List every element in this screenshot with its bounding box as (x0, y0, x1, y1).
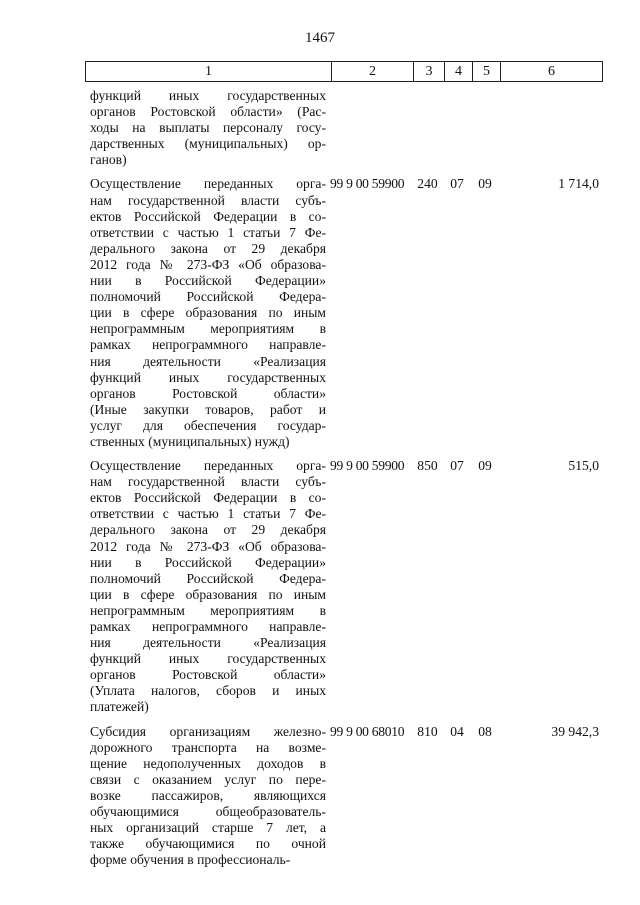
table-row (85, 724, 603, 869)
description-line: услуг для обеспечения государ- (90, 417, 326, 433)
row-amount (499, 88, 603, 168)
row-amount: 515,0 (568, 458, 599, 474)
row-expense-type: 240 (417, 176, 438, 192)
description-line: органов Ростовской области» (90, 667, 326, 683)
description-line: ответствии с частью 1 статьи 7 Фе- (90, 506, 326, 522)
description-line: 2012 года № 273-ФЗ «Об образова- (90, 256, 326, 272)
description-line: дарственных (муниципальных) ор- (90, 136, 326, 152)
row-section: 07 (450, 176, 464, 192)
description-line: Субсидия организациям железно- (90, 723, 326, 739)
description-line: непрограммным мероприятиям в (90, 602, 326, 618)
row-subsection (471, 88, 499, 168)
row-expense-type: 810 (417, 723, 438, 739)
table-row (85, 176, 603, 450)
description-line: форме обучения в профессиональ- (90, 852, 291, 868)
description-line: непрограммным мероприятиям в (90, 321, 326, 337)
row-amount: 1 714,0 (558, 176, 599, 192)
description-line: Осуществление переданных орга- (90, 458, 326, 474)
row-section: 04 (450, 723, 464, 739)
row-subsection: 09 (478, 176, 492, 192)
row-description (85, 458, 330, 716)
header-col-4: 4 (444, 62, 472, 81)
row-expense-type (412, 88, 443, 168)
row-description (85, 88, 330, 168)
description-line: ганов) (90, 152, 127, 168)
header-col-6: 6 (500, 62, 602, 81)
description-line: также обучающимися по очной (90, 836, 326, 852)
description-line: функций иных государственных (90, 369, 326, 385)
description-line: (Иные закупки товаров, работ и (90, 401, 326, 417)
description-line: обучающимися общеобразователь- (90, 804, 326, 820)
description-line: функций иных государственных (90, 651, 326, 667)
header-col-2: 2 (331, 62, 413, 81)
table-body (85, 88, 603, 876)
header-col-5: 5 (472, 62, 500, 81)
description-line: полномочий Российской Федера- (90, 289, 326, 305)
description-line: связи с оказанием услуг по пере- (90, 771, 326, 787)
table-header (85, 61, 603, 82)
description-line: нам государственной власти субъ- (90, 192, 326, 208)
description-line: органов Ростовской области» (Рас- (90, 104, 326, 120)
row-expense-type: 850 (417, 458, 438, 474)
description-line: дорожного транспорта на возме- (90, 739, 326, 755)
description-line: нии в Российской Федерации» (90, 554, 326, 570)
page-number: 1467 (305, 30, 335, 46)
description-line: нам государственной власти субъ- (90, 474, 326, 490)
description-line: дерального закона от 29 декабря (90, 522, 326, 538)
description-line: (Уплата налогов, сборов и иных (90, 683, 326, 699)
description-line: ных организаций старше 7 лет, а (90, 820, 326, 836)
row-subsection: 09 (478, 458, 492, 474)
description-line: ния деятельности «Реализация (90, 353, 326, 369)
row-description (85, 176, 330, 450)
description-line: рамках непрограммного направле- (90, 337, 326, 353)
header-col-3: 3 (413, 62, 444, 81)
description-line: дерального закона от 29 декабря (90, 240, 326, 256)
description-line: ектов Российской Федерации в со- (90, 490, 326, 506)
description-line: органов Ростовской области» (90, 385, 326, 401)
description-line: ходы на выплаты персоналу госу- (90, 120, 326, 136)
description-line: функций иных государственных (90, 88, 326, 103)
row-target-code: 99 9 00 59900 (330, 458, 405, 474)
description-line: нии в Российской Федерации» (90, 273, 326, 289)
table-row (85, 88, 603, 168)
row-section: 07 (450, 458, 464, 474)
table-row (85, 458, 603, 716)
description-line: Осуществление переданных орга- (90, 176, 326, 192)
row-amount: 39 942,3 (551, 723, 599, 739)
description-line: полномочий Российской Федера- (90, 570, 326, 586)
description-line: платежей) (90, 699, 149, 715)
row-section (443, 88, 471, 168)
description-line: рамках непрограммного направле- (90, 619, 326, 634)
description-line: ственных (муниципальных) нужд) (90, 433, 290, 449)
row-target-code: 99 9 00 59900 (330, 176, 405, 192)
description-line: ектов Российской Федерации в со- (90, 208, 326, 224)
description-line: 2012 года № 273-ФЗ «Об образова- (90, 538, 326, 554)
row-description (85, 724, 330, 869)
description-line: ния деятельности «Реализация (90, 635, 326, 651)
row-subsection: 08 (478, 723, 492, 739)
header-col-1: 1 (205, 63, 212, 79)
description-line: возке пассажиров, являющихся (90, 787, 326, 803)
description-line: щение недополученных доходов в (90, 755, 326, 771)
row-target-code (330, 88, 412, 168)
description-line: ответствии с частью 1 статьи 7 Фе- (90, 224, 326, 240)
description-line: ции в сфере образования по иным (90, 305, 326, 321)
row-target-code: 99 9 00 68010 (330, 723, 405, 739)
description-line: ции в сфере образования по иным (90, 586, 326, 602)
